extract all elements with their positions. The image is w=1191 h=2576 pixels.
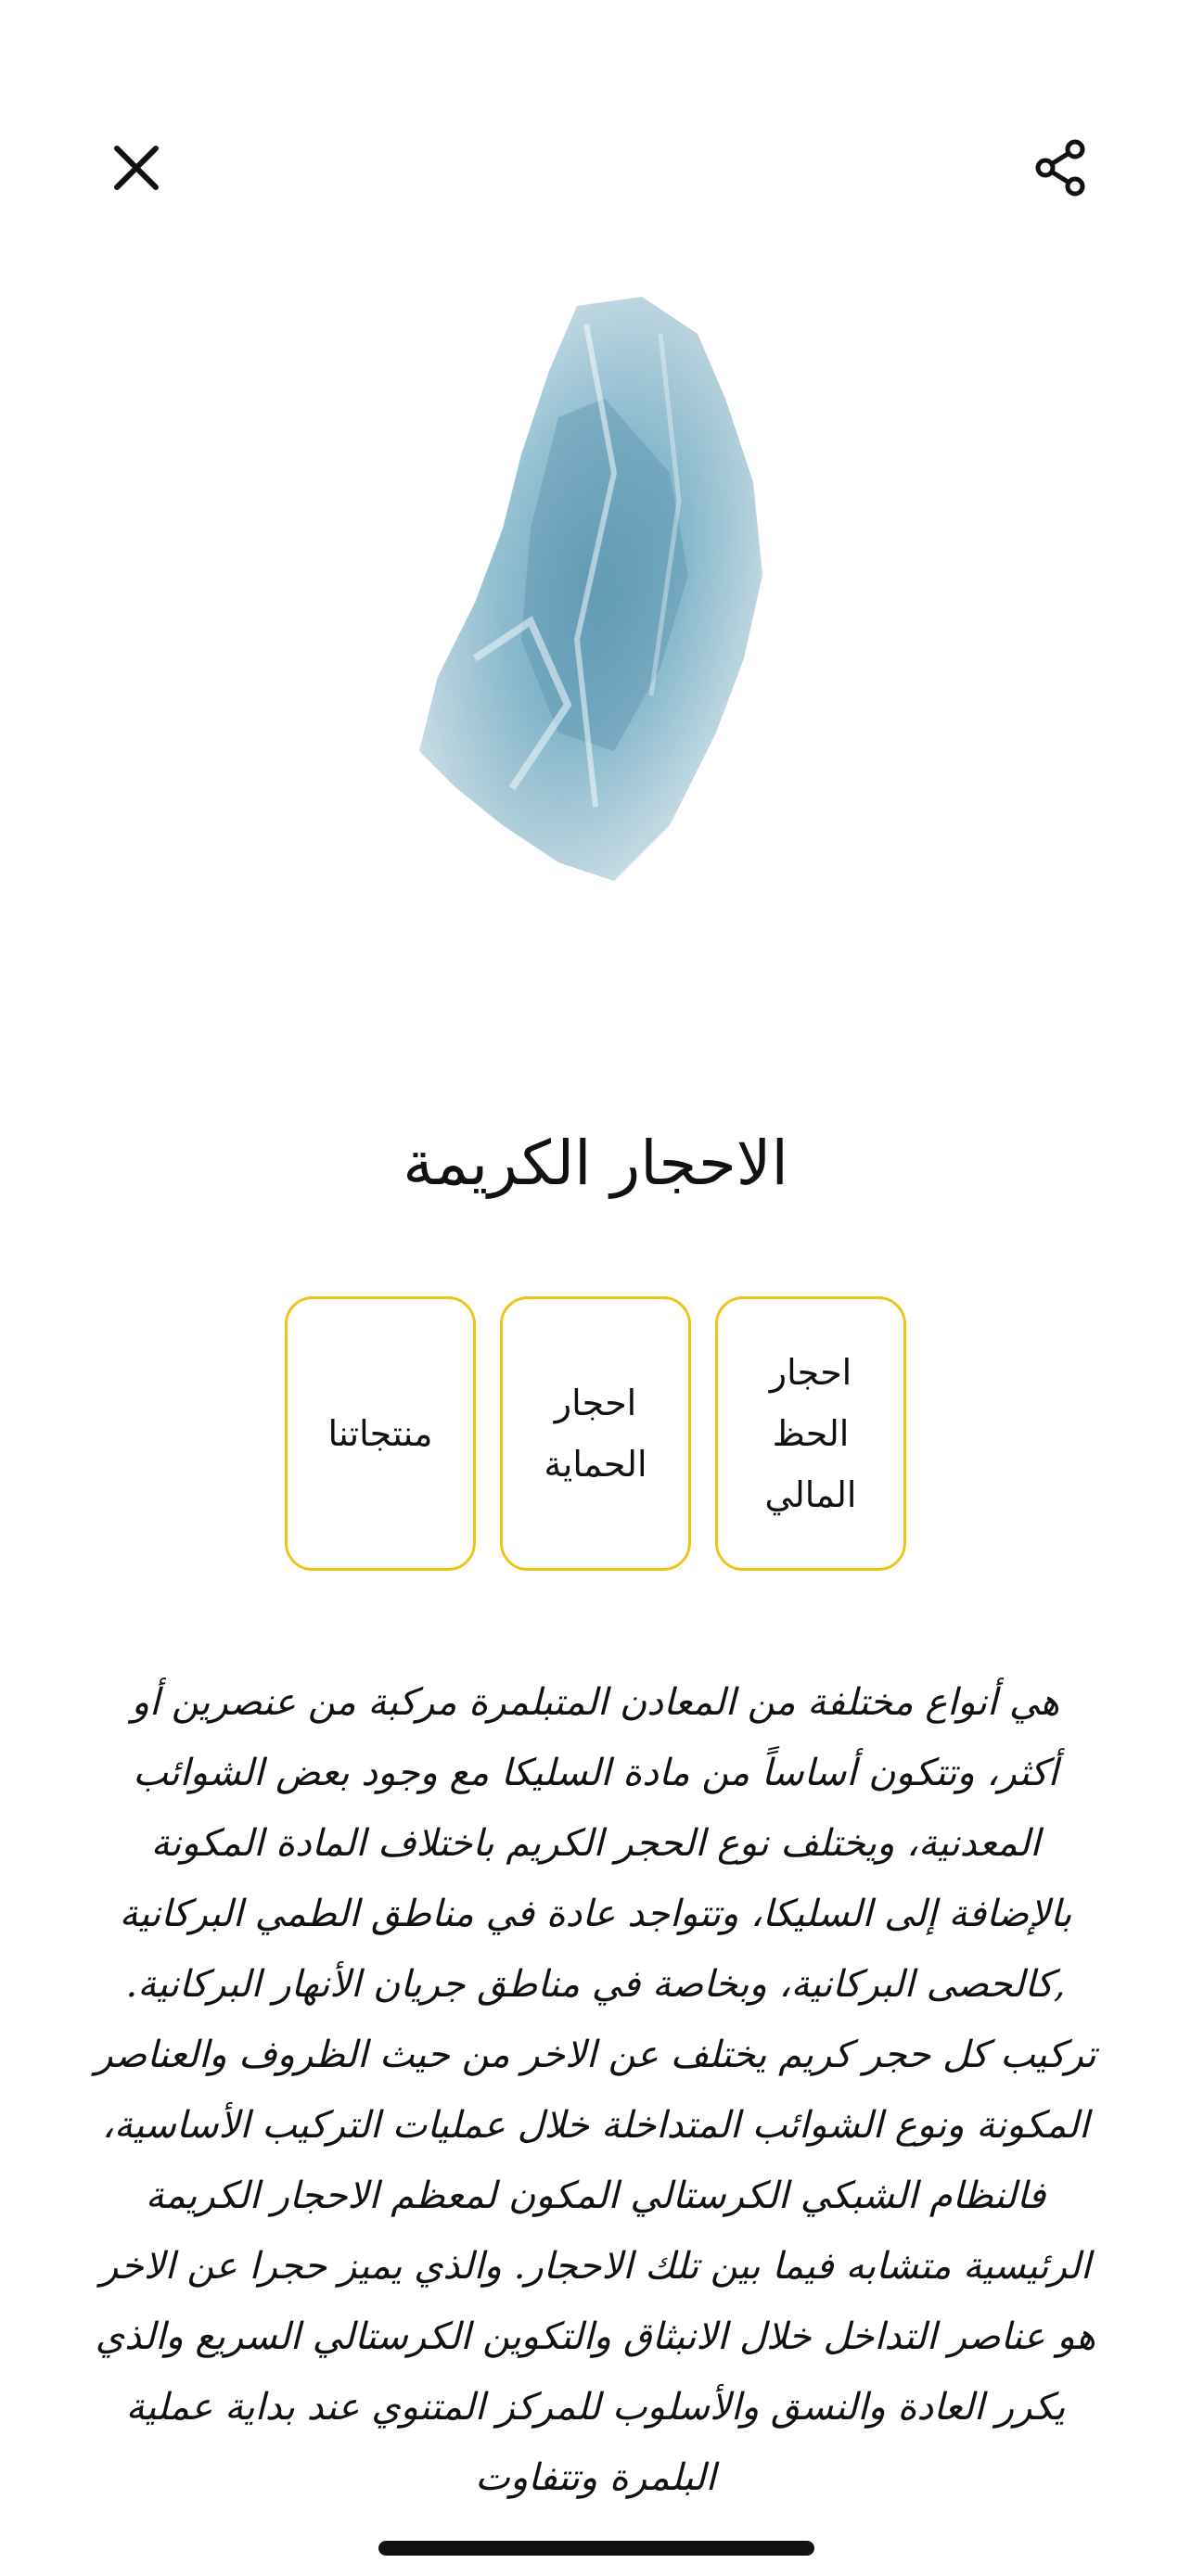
- description-text: هي أنواع مختلفة من المعادن المتبلمرة مركبة من عنصرين أو أكثر، وتتكون أساساً من مادة السليكا مع وجود بعض الشوائب المعدنية، ويختلف نوع الحجر الكريم باختلاف المادة المكونة بالإضافة إلى السليكا، وتتواجد عادة في مناطق الطمي البركانية ,كالحصى البركانية، وبخاصة في مناطق جريان الأنهار البركانية. تركيب كل حجر كريم يختلف عن الاخر من حيث الظروف والعناصر المكونة ونوع الشوائب المتداخلة خلال عمليات التركيب الأساسية، فالنظام الشبكي الكرستالي المكون لمعظم الاحجار الكريمة الرئيسية متشابه فيما بين تلك الاحجار. والذي يميز حجرا عن الاخر هو عناصر التداخل خلال الانبثاق والتكوين الكرستالي السريع والذي يكرر العادة والنسق والأسلوب للمركز المتنوي عند بداية عملية البلمرة وتتفاوت: [95, 1681, 1096, 2499]
- gemstone-illustration: [364, 269, 827, 899]
- category-chip-label: منتجاتنا: [327, 1413, 433, 1454]
- close-button[interactable]: [85, 117, 187, 219]
- category-chip-label: احجار الحماية: [544, 1383, 647, 1485]
- share-icon: [1032, 138, 1088, 198]
- category-chip-protection-stones[interactable]: [500, 1296, 691, 1571]
- category-chip-lucky-money-stones[interactable]: [715, 1296, 906, 1571]
- share-button[interactable]: [1009, 117, 1111, 219]
- category-chips: [0, 1296, 1191, 1571]
- gemstone-image: [0, 250, 1191, 918]
- category-chip-our-products[interactable]: [285, 1296, 476, 1571]
- category-chip-label: احجار الحظ المالي: [764, 1352, 857, 1515]
- close-icon: [113, 145, 160, 191]
- page-title: الاحجار الكريمة: [403, 1128, 788, 1199]
- home-indicator[interactable]: [378, 2541, 814, 2556]
